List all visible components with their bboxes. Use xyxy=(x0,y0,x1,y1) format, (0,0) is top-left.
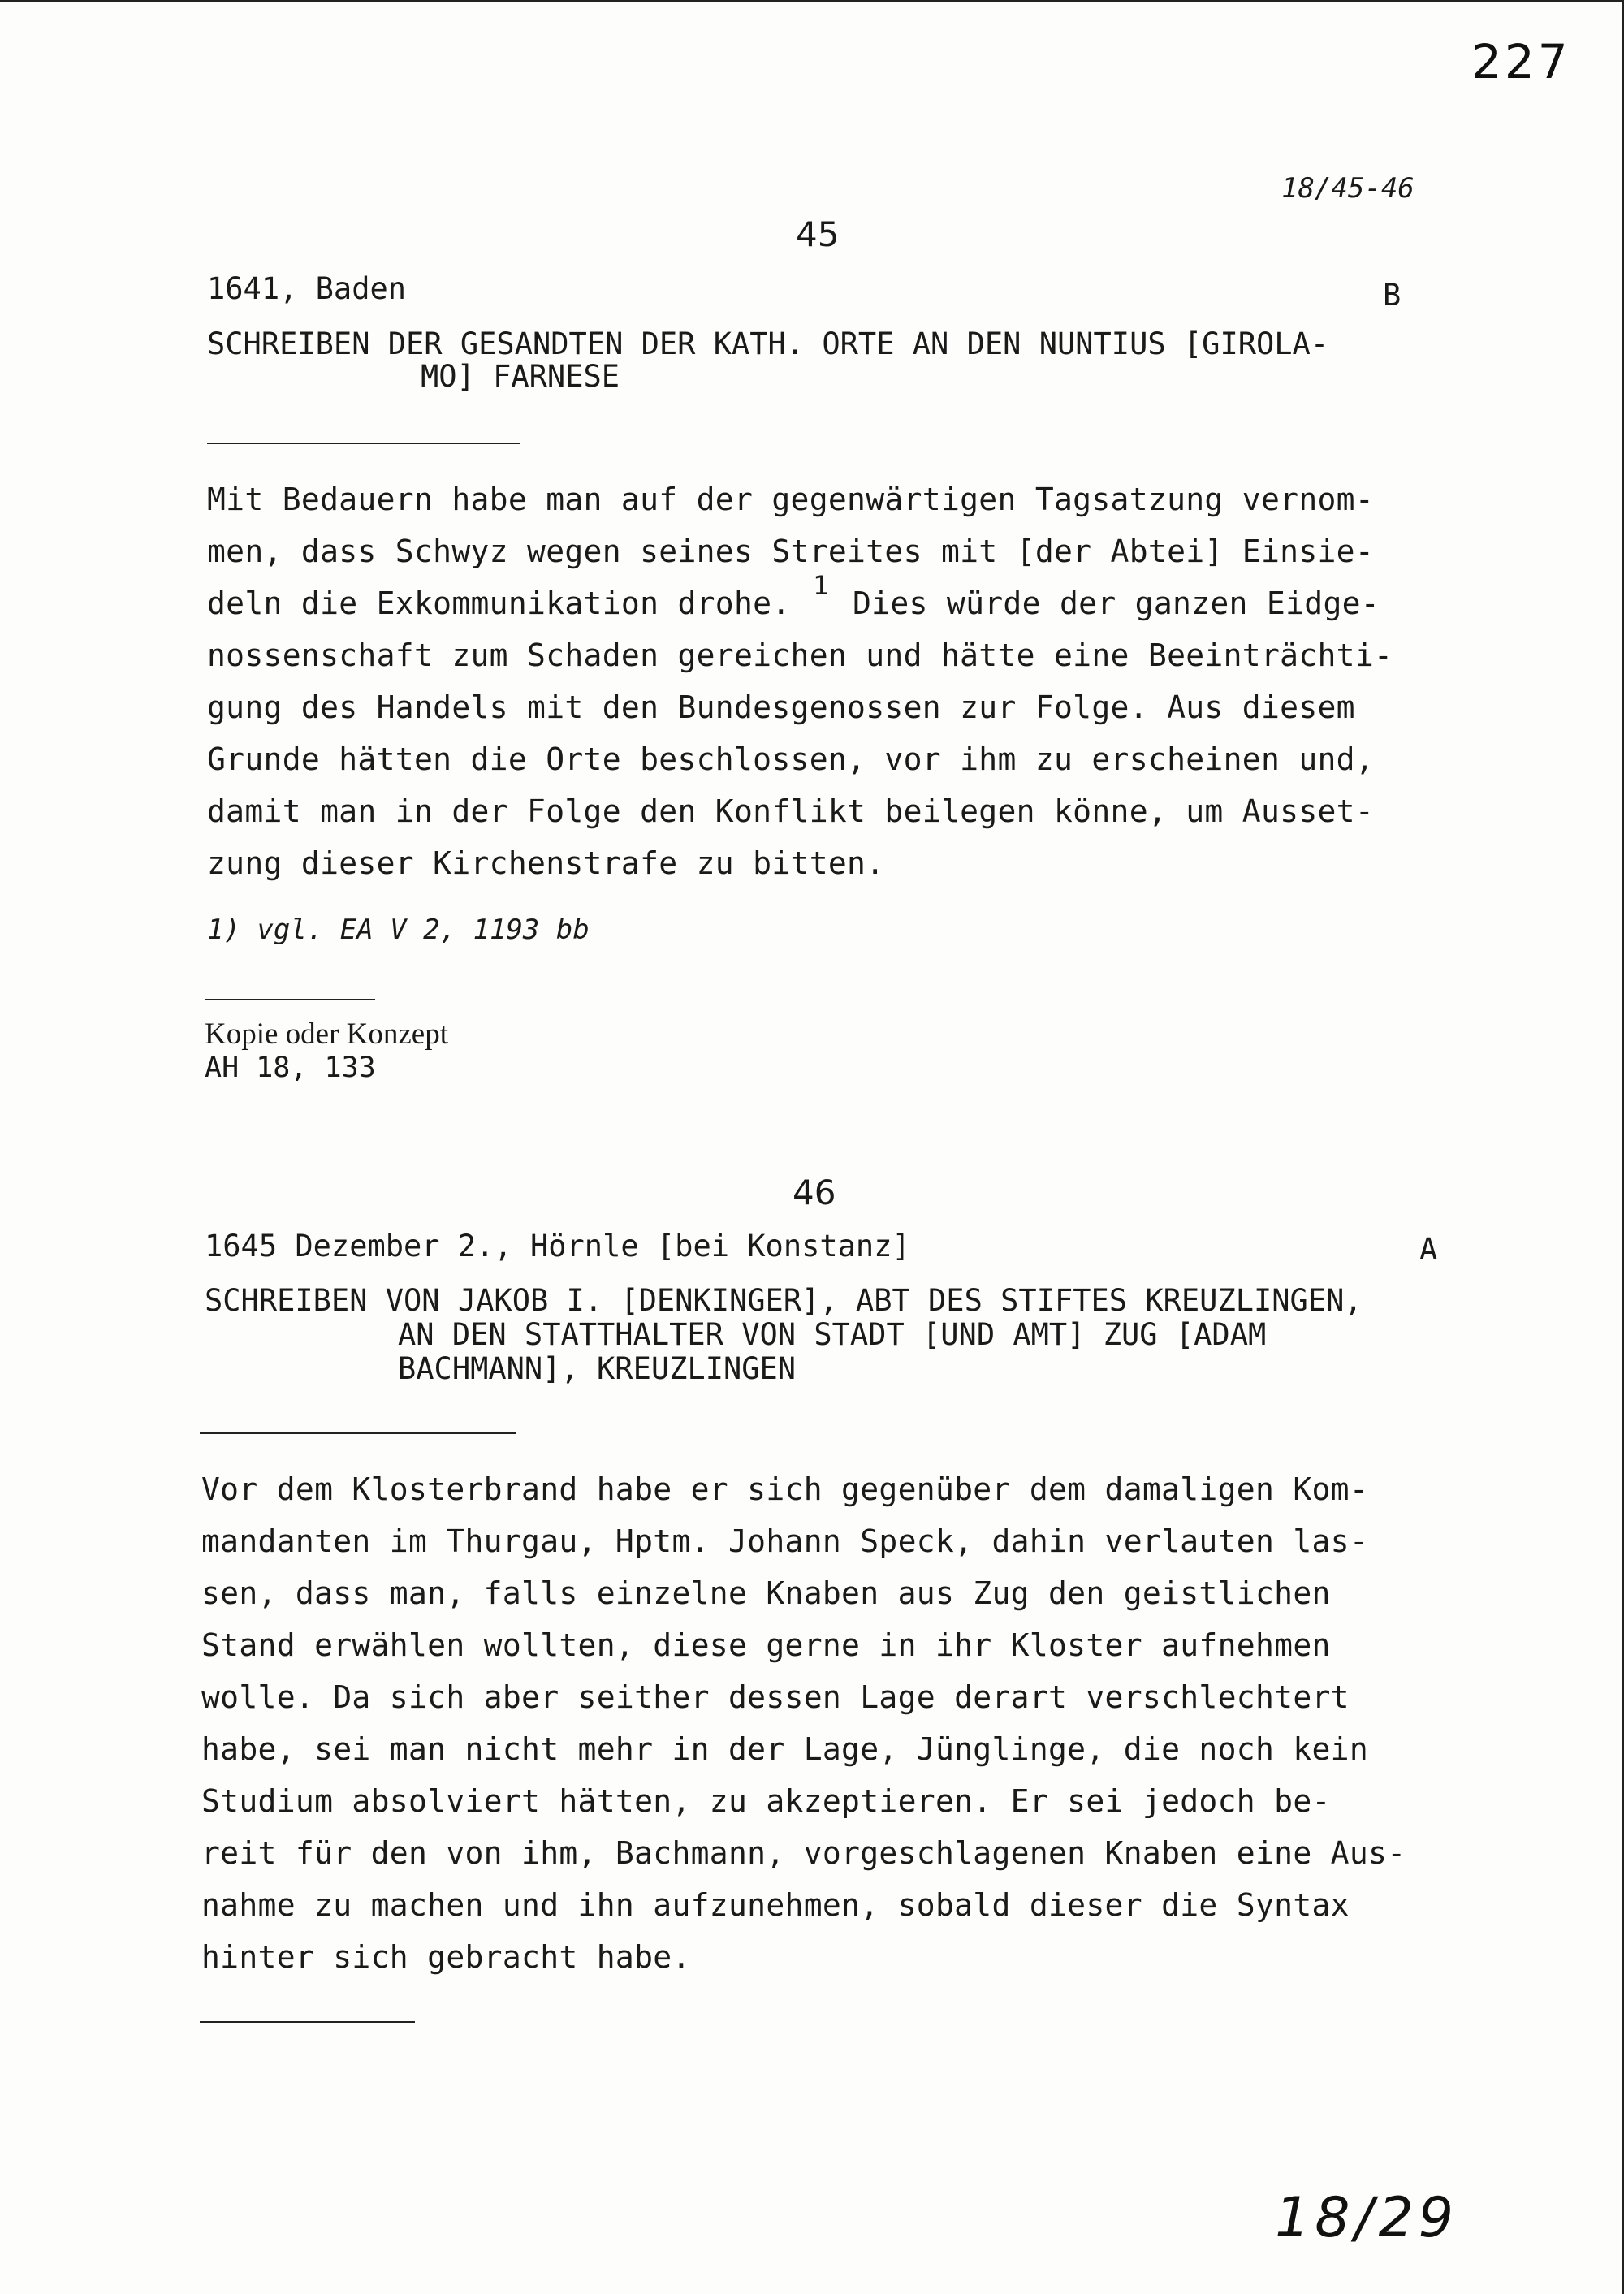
doc45-letter: B xyxy=(1383,278,1402,313)
doc46-body-line: nahme zu machen und ihn aufzunehmen, sobald dieser die Syntax xyxy=(201,1887,1350,1923)
doc46-number: 46 xyxy=(793,1173,836,1212)
doc46-body-line: wolle. Da sich aber seither dessen Lage derart verschlechtert xyxy=(201,1679,1350,1715)
doc45-body-line: deln die Exkommunikation drohe. xyxy=(207,585,791,621)
doc45-date-place: 1641, Baden xyxy=(207,271,407,306)
doc45-source-ref: AH 18, 133 xyxy=(205,1052,376,1084)
doc46-body-line: Vor dem Klosterbrand habe er sich gegenüber dem damaligen Kom- xyxy=(201,1471,1369,1507)
doc46-body-line: hinter sich gebracht habe. xyxy=(201,1939,691,1975)
footnote-marker: 1 xyxy=(813,570,829,601)
doc46-body-line: mandanten im Thurgau, Hptm. Johann Speck, dahin verlauten las- xyxy=(201,1523,1369,1559)
doc45-body-line: Mit Bedauern habe man auf der gegenwärtigen Tagsatzung vernom- xyxy=(207,482,1375,517)
doc45-title-line-1: SCHREIBEN DER GESANDTEN DER KATH. ORTE AN DEN NUNTIUS [GIROLA- xyxy=(207,326,1329,361)
reference-top: 18/45-46 xyxy=(1281,172,1415,205)
doc45-body-line: Grunde hätten die Orte beschlossen, vor ihm zu erscheinen und, xyxy=(207,741,1375,777)
doc46-body-line: Studium absolviert hätten, zu akzeptieren. Er sei jedoch be- xyxy=(201,1783,1331,1819)
archive-number: 227 xyxy=(1471,34,1571,89)
doc45-footnote: 1) vgl. EA V 2, 1193 bb xyxy=(207,914,590,946)
doc46-title-rule xyxy=(200,1432,516,1434)
doc46-body-line: reit für den von ihm, Bachmann, vorgeschlagenen Knaben eine Aus- xyxy=(201,1835,1406,1871)
doc45-title-rule xyxy=(207,443,520,444)
doc46-title-line-3: BACHMANN], KREUZLINGEN xyxy=(398,1351,797,1386)
doc45-title-line-2: MO] FARNESE xyxy=(421,359,620,394)
doc45-body-line: zung dieser Kirchenstrafe zu bitten. xyxy=(207,845,885,881)
doc46-body-line: Stand erwählen wollten, diese gerne in ihr Kloster aufnehmen xyxy=(201,1627,1331,1663)
doc45-body-line: Dies würde der ganzen Eidge- xyxy=(853,585,1380,621)
doc46-body-line: sen, dass man, falls einzelne Knaben aus Zug den geistlichen xyxy=(201,1575,1331,1611)
doc46-end-rule xyxy=(200,2021,415,2023)
doc46-title-line-2: AN DEN STATTHALTER VON STADT [UND AMT] ZUG [ADAM xyxy=(398,1317,1267,1352)
doc46-body-line: habe, sei man nicht mehr in der Lage, Jünglinge, die noch kein xyxy=(201,1731,1369,1767)
doc45-body-line: men, dass Schwyz wegen seines Streites mit [der Abtei] Einsie- xyxy=(207,534,1375,569)
doc45-source-type: Kopie oder Konzept xyxy=(205,1017,449,1051)
doc45-body-line: damit man in der Folge den Konflikt beilegen könne, um Ausset- xyxy=(207,793,1375,829)
doc46-letter: A xyxy=(1419,1232,1438,1267)
doc46-date-place: 1645 Dezember 2., Hörnle [bei Konstanz] xyxy=(205,1229,910,1264)
doc45-source-rule xyxy=(205,999,375,1000)
doc45-body-line: gung des Handels mit den Bundesgenossen zur Folge. Aus diesem xyxy=(207,689,1355,725)
doc46-title-line-1: SCHREIBEN VON JAKOB I. [DENKINGER], ABT DES STIFTES KREUZLINGEN, xyxy=(205,1283,1363,1318)
doc45-body-line: nossenschaft zum Schaden gereichen und hätte eine Beeinträchti- xyxy=(207,637,1393,673)
folio-number: 18/29 xyxy=(1275,2186,1458,2250)
doc45-number: 45 xyxy=(796,214,840,254)
